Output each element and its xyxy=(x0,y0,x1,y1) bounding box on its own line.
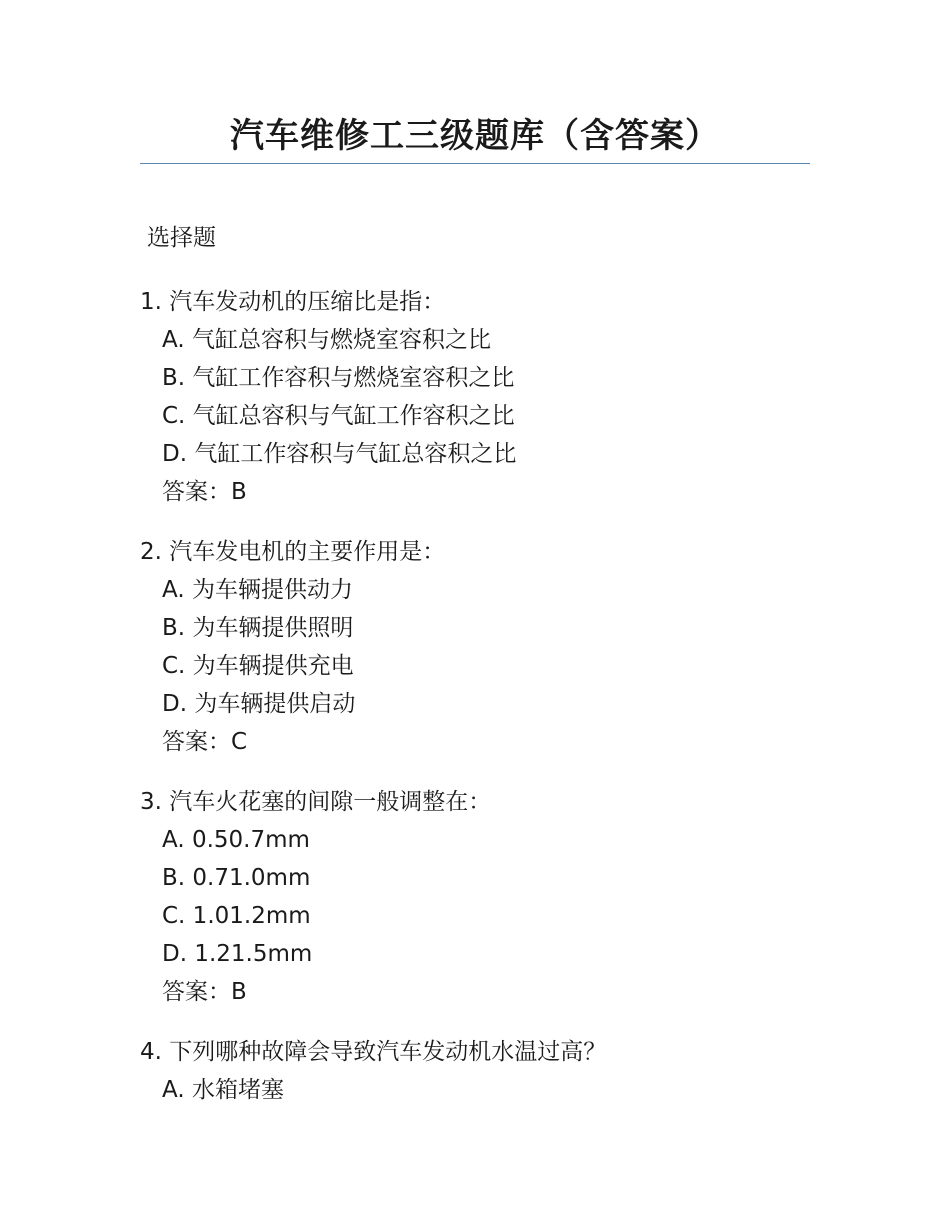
option-a: A. 水箱堵塞 xyxy=(162,1077,284,1103)
question-item xyxy=(140,533,820,761)
option-a: A. 为车辆提供动力 xyxy=(162,577,353,603)
question-stem: 2. 汽车发电机的主要作用是： xyxy=(140,539,446,565)
option-d: D. 1.21.5mm xyxy=(162,941,313,967)
option-c: C. 1.01.2mm xyxy=(162,903,311,929)
question-item xyxy=(140,783,820,1011)
answer-line: 答案：B xyxy=(162,479,247,505)
question-stem: 4. 下列哪种故障会导致汽车发动机水温过高？ xyxy=(140,1039,607,1065)
option-a: A. 0.50.7mm xyxy=(162,827,310,853)
section-heading: 选择题 xyxy=(147,225,216,251)
option-b: B. 0.71.0mm xyxy=(162,865,311,891)
option-a: A. 气缸总容积与燃烧室容积之比 xyxy=(162,327,491,353)
question-item xyxy=(140,1033,820,1109)
question-item xyxy=(140,283,820,511)
question-list xyxy=(140,283,820,1131)
page-title: 汽车维修工三级题库（含答案） xyxy=(230,116,720,156)
answer-line: 答案：C xyxy=(162,729,248,755)
question-stem: 3. 汽车火花塞的间隙一般调整在： xyxy=(140,789,492,815)
answer-line: 答案：B xyxy=(162,979,247,1005)
option-c: C. 气缸总容积与气缸工作容积之比 xyxy=(162,403,515,429)
question-stem: 1. 汽车发动机的压缩比是指： xyxy=(140,289,446,315)
option-b: B. 气缸工作容积与燃烧室容积之比 xyxy=(162,365,515,391)
option-d: D. 气缸工作容积与气缸总容积之比 xyxy=(162,441,517,467)
option-b: B. 为车辆提供照明 xyxy=(162,615,354,641)
option-d: D. 为车辆提供启动 xyxy=(162,691,356,717)
title-divider xyxy=(140,163,810,164)
option-c: C. 为车辆提供充电 xyxy=(162,653,354,679)
